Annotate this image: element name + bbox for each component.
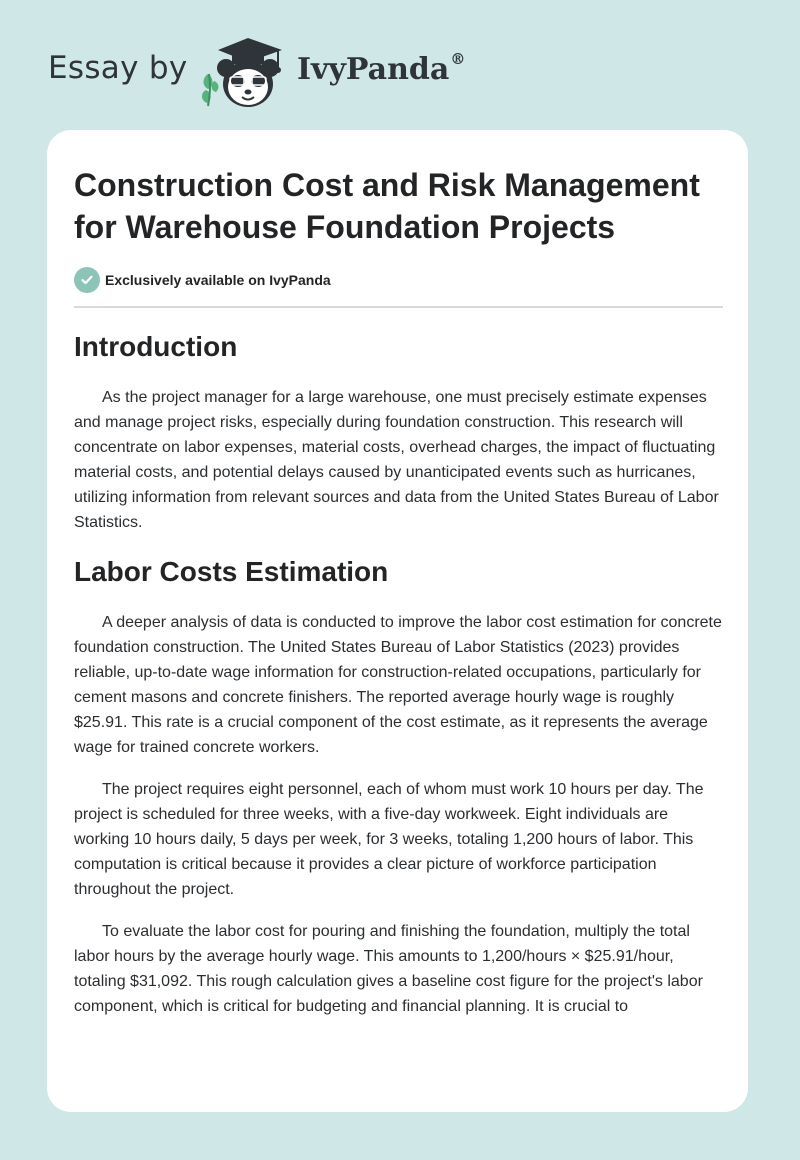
- title-divider: [74, 306, 723, 308]
- essay-card: [47, 130, 748, 1112]
- essay-title: Construction Cost and Risk Management for Warehouse Foundation Projects: [74, 167, 700, 245]
- section-heading-introduction: Introduction: [74, 331, 238, 362]
- site-header: [0, 0, 800, 130]
- panda-logo-icon[interactable]: [198, 34, 294, 110]
- paragraph: To evaluate the labor cost for pouring and finishing the foundation, multiply the total labor hours by the average hourly wage. This amounts to 1,200/hours × $25.91/hour, totaling $31,092. This rough calculation gives a baseline cost figure for the project's labor component, which is critical for budgeting and financial planning. It is crucial to: [74, 923, 703, 1015]
- paragraph: As the project manager for a large warehouse, one must precisely estimate expenses and manage project risks, especially during foundation construction. This research will concentrate on labor expenses, material costs, overhead charges, the impact of fluctuating material costs, and potential delays caused by unanticipated events such as hurricanes, utilizing information from relevant sources and data from the United States Bureau of Labor Statistics.: [74, 389, 719, 531]
- brand-name-text: IvyPanda: [297, 52, 450, 87]
- paragraph: A deeper analysis of data is conducted to improve the labor cost estimation for concrete foundation construction. The United States Bureau of Labor Statistics (2023) provides reliable, up-to-date wage information for construction-related occupations, particularly for cement masons and concrete finishers. The reported average hourly wage is roughly $25.91. This rate is a crucial component of the cost estimate, as it represents the average wage for trained concrete workers.: [74, 614, 722, 756]
- essay-content: [74, 164, 724, 1019]
- essay-by-label: Essay by: [48, 50, 188, 86]
- paragraph: The project requires eight personnel, each of whom must work 10 hours per day. The project is scheduled for three weeks, with a five-day workweek. Eight individuals are working 10 hours daily, 5 days per week, for 3 weeks, totaling 1,200 hours of labor. This computation is critical because it provides a clear picture of workforce participation throughout the project.: [74, 781, 704, 898]
- brand-name[interactable]: [297, 52, 465, 87]
- exclusive-badge: [74, 266, 724, 294]
- check-icon: [74, 267, 100, 293]
- exclusive-badge-label: Exclusively available on IvyPanda: [105, 272, 331, 288]
- section-heading-labor-costs: Labor Costs Estimation: [74, 556, 389, 587]
- registered-mark: ®: [450, 50, 466, 68]
